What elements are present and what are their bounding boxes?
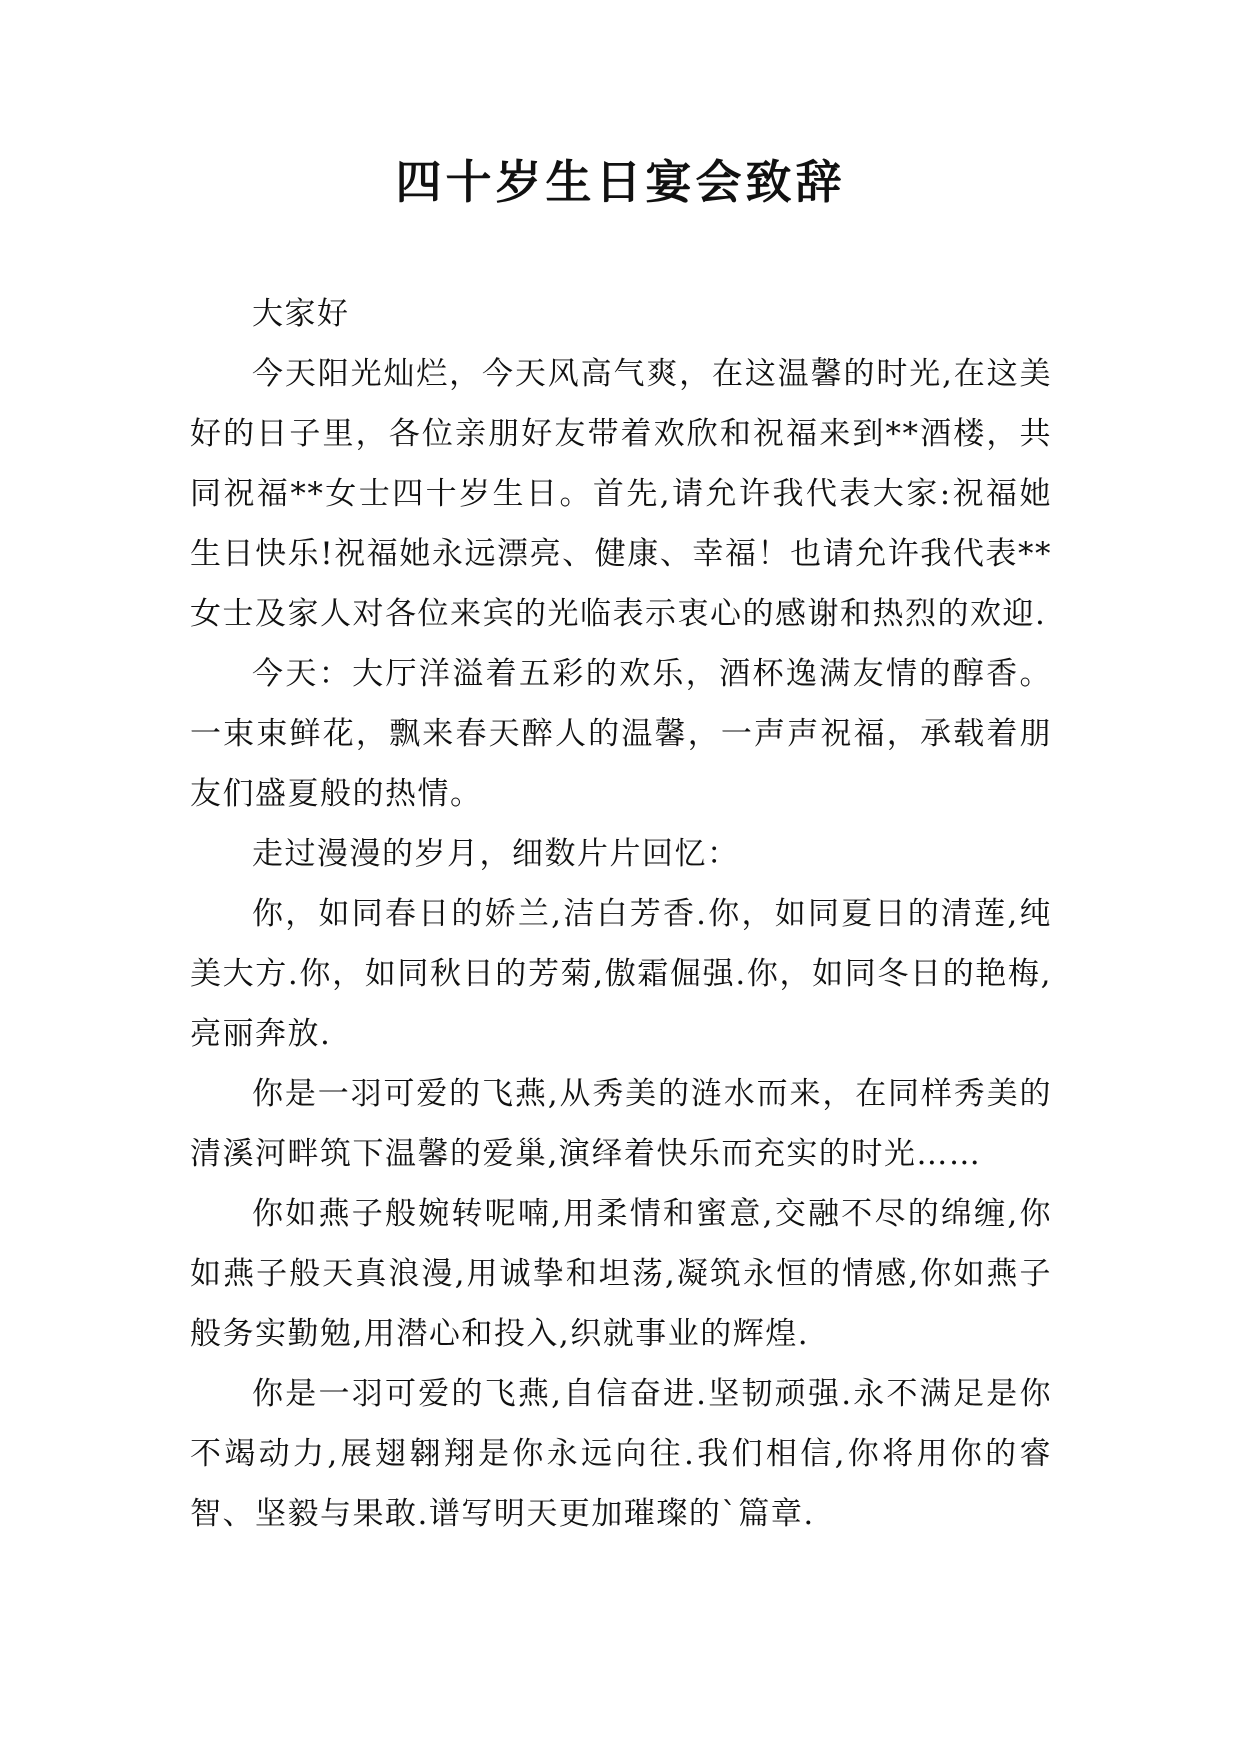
paragraph-swallow: 你是一羽可爱的飞燕,从秀美的涟水而来，在同样秀美的清溪河畔筑下温馨的爱巢,演绎着快乐而充实的时光…… [190,1076,1052,1172]
paragraph-welcome: 今天阳光灿烂，今天风高气爽，在这温馨的时光,在这美好的日子里，各位亲朋好友带着欢欣和祝福来到**酒楼，共同祝福**女士四十岁生日。首先,请允许我代表大家:祝福她生日快乐!祝福她永远漂亮、健康、幸福！也请允许我代表**女士及家人对各位来宾的光临表示衷心的感谢和热烈的欢迎. [190,356,1052,632]
paragraph-swallow-traits: 你如燕子般婉转呢喃,用柔情和蜜意,交融不尽的绵缠,你如燕子般天真浪漫,用诚挚和坦荡,凝筑永恒的情感,你如燕子般务实勤勉,用潜心和投入,织就事业的辉煌. [190,1196,1052,1352]
paragraph-hall: 今天：大厅洋溢着五彩的欢乐，酒杯逸满友情的醇香。一束束鲜花，飘来春天醉人的温馨，一声声祝福，承载着朋友们盛夏般的热情。 [190,656,1052,812]
paragraph-closing: 你是一羽可爱的飞燕,自信奋进.坚韧顽强.永不满足是你不竭动力,展翅翱翔是你永远向往.我们相信,你将用你的睿智、坚毅与果敢.谱写明天更加璀璨的`篇章. [190,1376,1052,1532]
paragraph-seasons: 你，如同春日的娇兰,洁白芳香.你，如同夏日的清莲,纯美大方.你，如同秋日的芳菊,傲霜倔强.你，如同冬日的艳梅,亮丽奔放. [190,896,1052,1052]
document-title: 四十岁生日宴会致辞 [395,155,846,209]
paragraph-memories: 走过漫漫的岁月，细数片片回忆： [252,836,740,872]
paragraph-greeting: 大家好 [252,296,350,332]
document-body [190,284,1052,1544]
